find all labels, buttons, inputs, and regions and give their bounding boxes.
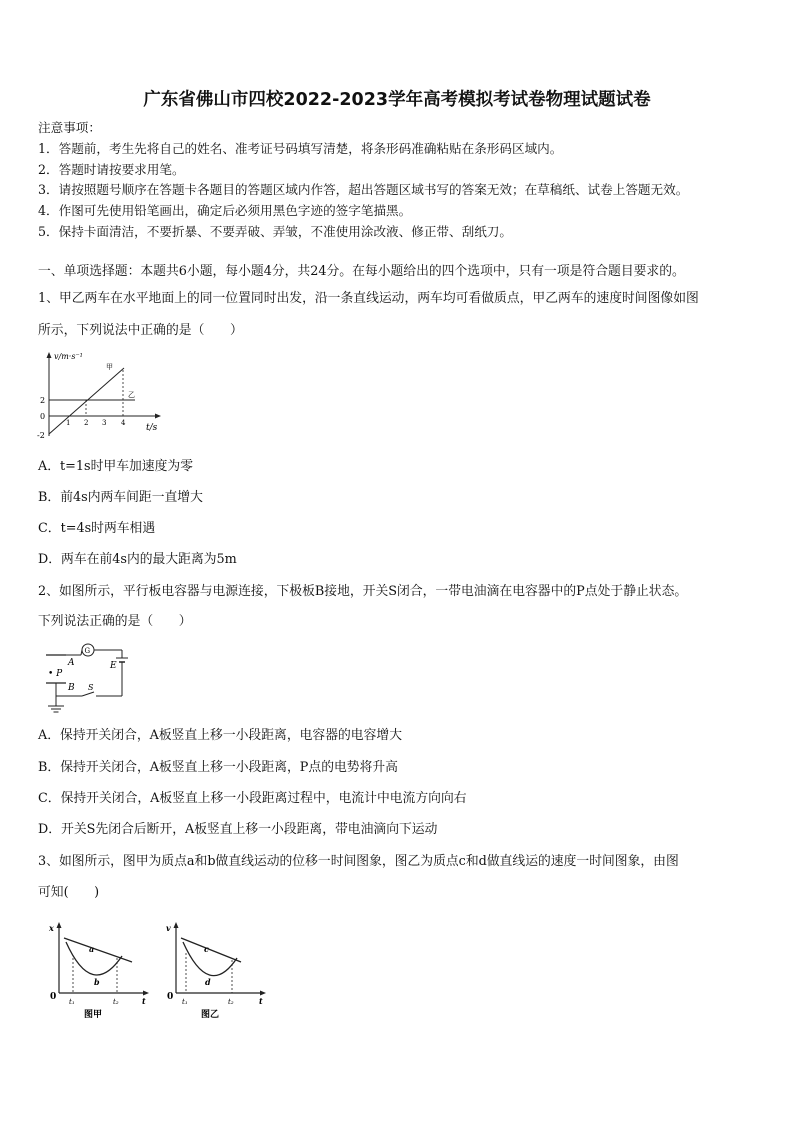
option-a: A．保持开关闭合，A板竖直上移一小段距离，电容器的电容增大 (38, 728, 402, 743)
option-b: B．前4s内两车间距一直增大 (38, 490, 203, 505)
curve-b-label: b (94, 977, 100, 987)
series-label-jia: 甲 (106, 363, 113, 371)
page-title: 广东省佛山市四校2022-2023学年高考模拟考试卷物理试题试卷 (143, 90, 651, 110)
notice-item: 1．答题前，考生先将自己的姓名、准考证号码填写清楚，将条形码准确粘贴在条形码区域内。 (38, 141, 563, 156)
curve-c-label: c (204, 944, 209, 954)
xtick-label: 4 (121, 419, 126, 427)
q3-figure-jia (44, 920, 154, 1020)
switch-label: S (88, 683, 94, 692)
question-2-stem: 下列说法正确的是（ ） (38, 614, 192, 629)
xtick-label: 3 (102, 419, 107, 427)
question-1-stem: 1、甲乙两车在水平地面上的同一位置同时出发，沿一条直线运动，两车均可看做质点，甲乙两车的速度时间图像如图 (38, 291, 699, 306)
question-2-stem: 2、如图所示，平行板电容器与电源连接，下极板B接地，开关S闭合，一带电油滴在电容器中的P点处于静止状态。 (38, 584, 688, 599)
xtick-label: 1 (66, 419, 71, 427)
question-1-stem: 所示，下列说法中正确的是（ ） (38, 323, 243, 338)
notice-item: 2．答题时请按要求用笔。 (38, 162, 185, 177)
notice-item: 3．请按照题号顺序在答题卡各题目的答题区域内作答，超出答题区域书写的答案无效；在草稿纸、试卷上答题无效。 (38, 182, 689, 197)
fig-jia-t2: t₂ (113, 998, 119, 1006)
xtick-label: 2 (84, 419, 89, 427)
plate-a-label: A (68, 658, 75, 668)
series-label-yi: 乙 (128, 391, 135, 399)
option-c: C．t=4s时两车相遇 (38, 521, 156, 536)
option-b: B．保持开关闭合，A板竖直上移一小段距离，P点的电势将升高 (38, 760, 398, 775)
fig-jia-origin: 0 (50, 992, 57, 1002)
curve-d-label: d (205, 977, 211, 987)
notice-item: 4．作图可先使用铅笔画出，确定后必须用黑色字迹的签字笔描黑。 (38, 203, 412, 218)
ytick-label: 0 (40, 412, 46, 421)
fig-yi-ylabel: v (166, 923, 171, 933)
option-c: C．保持开关闭合，A板竖直上移一小段距离过程中，电流计中电流方向向右 (38, 791, 467, 806)
q1-velocity-time-graph (36, 350, 166, 442)
notice-item: 5．保持卡面清洁，不要折暴、不要弄破、弄皱，不准使用涂改液、修正带、刮纸刀。 (38, 224, 512, 239)
fig-yi-t2: t₂ (228, 998, 234, 1006)
fig-jia-xlabel: t (142, 996, 146, 1006)
option-d: D．开关S先闭合后断开，A板竖直上移一小段距离，带电油滴向下运动 (38, 822, 438, 837)
battery-label: E (110, 661, 117, 671)
notice-heading: 注意事项： (38, 120, 101, 135)
fig-yi-xlabel: t (259, 996, 263, 1006)
option-d: D．两车在前4s内的最大距离为5m (38, 552, 237, 567)
ytick-label: -2 (37, 431, 45, 440)
fig-jia-t1: t₁ (69, 998, 75, 1006)
option-a: A．t=1s时甲车加速度为零 (38, 459, 193, 474)
plate-b-label: B (68, 683, 75, 693)
ytick-label: 2 (40, 396, 46, 405)
fig-yi-origin: 0 (167, 992, 174, 1002)
q2-circuit-diagram (38, 638, 138, 718)
section-heading: 一、单项选择题：本题共6小题，每小题4分，共24分。在每小题给出的四个选项中，只有一项是符合题目要求的。 (38, 264, 685, 279)
galvanometer-label: G (84, 647, 91, 655)
question-3-stem: 可知( ) (38, 885, 100, 900)
curve-a-label: a (89, 944, 95, 954)
fig-yi-t1: t₁ (182, 998, 188, 1006)
graph-xlabel: t/s (146, 423, 158, 433)
point-p-label: • P (48, 669, 63, 679)
question-3-stem: 3、如图所示，图甲为质点a和b做直线运动的位移一时间图象，图乙为质点c和d做直线运的速度一时间图象，由图 (38, 854, 679, 869)
q3-figure-yi (161, 920, 271, 1020)
fig-jia-ylabel: x (49, 923, 54, 933)
fig-yi-caption: 图乙 (201, 1010, 220, 1020)
graph-ylabel: v/m·s⁻¹ (54, 352, 83, 361)
fig-jia-caption: 图甲 (84, 1010, 103, 1020)
